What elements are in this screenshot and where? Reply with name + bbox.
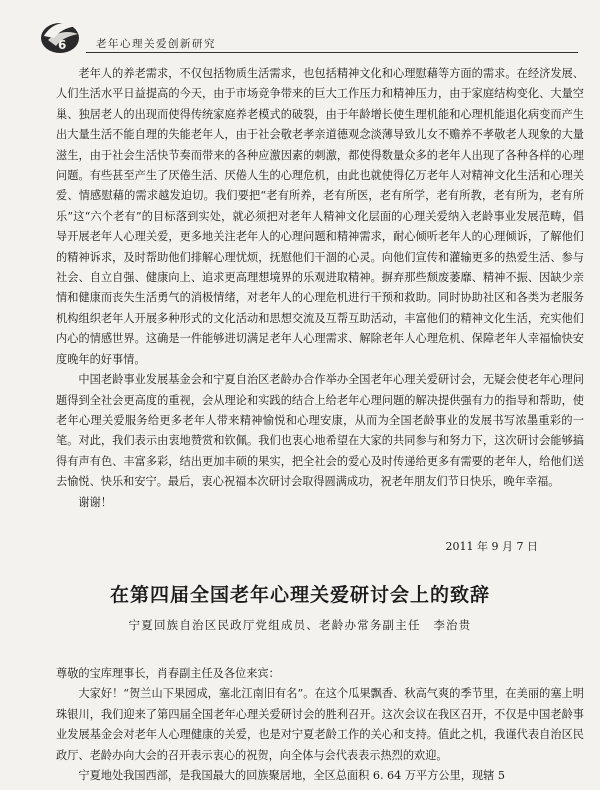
- speech-paragraph: 大家好！“贺兰山下果园成，塞北江南旧有名”。在这个瓜果飘香、秋高气爽的季节里，在美丽的塞上明珠银川，我们迎来了第四届全国老年心理关爱研讨会的胜利召开。这次会议在我区召开，不仅是中国老龄事业发展基金会对老年人心理健康的关爱，也是对宁夏老龄工作的关心和支持。值此之机，我谨代表自治区民政厅、老龄办向大会的召开表示衷心的祝贺，向全体与会代表表示热烈的欢迎。: [56, 687, 584, 762]
- speech-body: [56, 664, 584, 786]
- flying-bird-emblem-icon: [38, 16, 82, 56]
- emblem-number: 6: [58, 38, 67, 52]
- page-header: [38, 16, 578, 58]
- header-divider: [86, 52, 578, 53]
- letter-date: 2011 年 9 月 7 日: [445, 540, 538, 553]
- speech-title: 在第四届全国老年心理关爱研讨会上的致辞: [109, 584, 490, 606]
- speech-salutation: 尊敬的宝库理事长，肖春副主任及各位来宾：: [56, 667, 280, 680]
- letter-closing: 谢谢！: [78, 495, 112, 509]
- running-header-title: 老年心理关爱创新研究: [96, 38, 216, 50]
- speech-byline: 宁夏回族自治区民政厅党组成员、老龄办常务副主任 李治贵: [128, 618, 472, 632]
- speech-paragraph: 宁夏地处我国西部，是我国最大的回族聚居地，全区总面积 6. 64 万平方公里，现辖 5: [78, 769, 506, 783]
- letter-paragraph: 老年人的养老需求，不仅包括物质生活需求，也包括精神文化和心理慰藉等方面的需求。在经济发展、人们生活水平日益提高的今天，由于市场竞争带来的巨大工作压力和精神压力，由于家庭结构变化、大量空巢、独居老人的出现而使得传统家庭养老模式的破裂，由于年龄增长使生理机能和心理机能退化病变而产生出大量生活不能自理的失能老年人，由于社会敬老孝亲道德观念淡薄导致儿女不赡养不孝敬老人现象的大量滋生，由于社会生活快节奏而带来的各种应激因素的刺激，都使得数量众多的老年人出现了各种各样的心理问题。有些甚至产生了厌倦生活、厌倦人生的心理危机，由此也就使得亿万老年人对精神文化生活和心理关爱、情感慰藉的需求越发迫切。我们要把“老有所养，老有所医，老有所学，老有所教，老有所为，老有所乐”这“六个老有”的目标落到实处，就必须把对老年人精神文化层面的心理关爱纳入老龄事业发展范畴，倡导开展老年人心理关爱，更多地关注老年人的心理问题和精神需求，耐心倾听老年人的心理倾诉，了解他们的精神诉求，及时帮助他们排解心理忧烦，抚慰他们干涸的心灵。向他们宣传和灌输更多的热爱生活、参与社会、自立自强、健康向上、追求更高理想境界的乐观进取精神。摒弃那些颓废萎靡、精神不振、因缺少亲情和健康而丧失生活勇气的消极情绪，对老年人的心理危机进行干预和救助。同时协助社区和各类为老服务机构组织老年人开展多种形式的文化活动和思想交流及互帮互助活动，丰富他们的精神文化生活，充实他们内心的情感世界。这确是一件能够进切满足老年人心理需求、解除老年人心理危机、保障老年人幸福愉快安度晚年的好事情。: [56, 67, 584, 366]
- letter-body: [56, 64, 584, 513]
- letter-paragraph: 中国老龄事业发展基金会和宁夏自治区老龄办合作举办全国老年心理关爱研讨会，无疑会使老年心理问题得到全社会更高度的重视，会从理论和实践的结合上给老年心理问题的解决提供强有力的指导和帮助，使老年心理关爱服务给更多老年人带来精神愉悦和心理安康，从而为全国老龄事业的发展书写浓墨重彩的一笔。对此，我们表示由衷地赞赏和钦佩。我们也衷心地希望在大家的共同参与和努力下，这次研讨会能够搞得有声有色、丰富多彩，结出更加丰硕的果实，把全社会的爱心及时传递给更多有需要的老年人，给他们送去愉悦、快乐和安宁。最后，衷心祝福本次研讨会取得圆满成功，祝老年朋友们节日快乐，晚年幸福。: [56, 373, 584, 489]
